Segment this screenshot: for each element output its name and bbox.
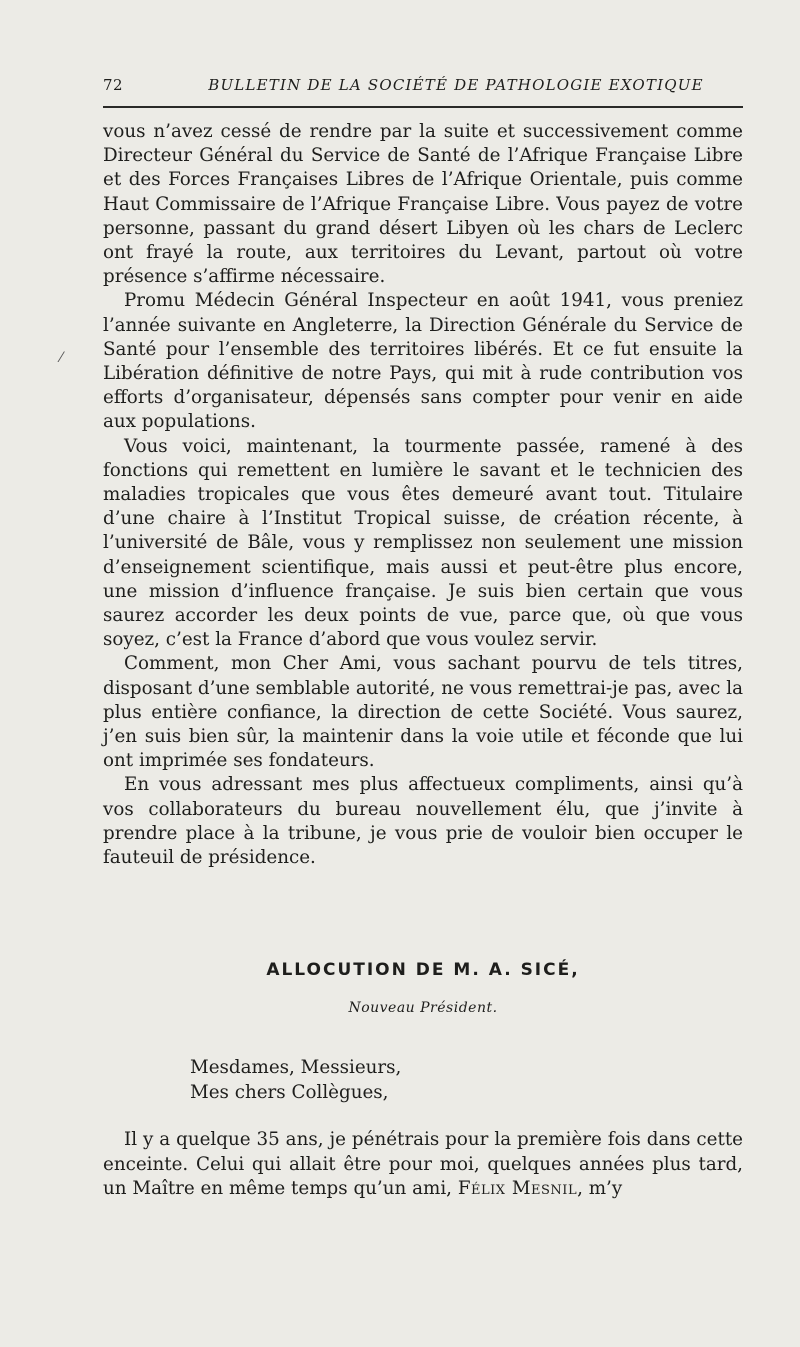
person-name: Félix Mesnil bbox=[457, 1178, 578, 1199]
body-text bbox=[103, 120, 743, 870]
section-subtitle: Nouveau Président. bbox=[348, 1000, 498, 1016]
header-rule bbox=[103, 106, 743, 108]
running-title: BULLETIN DE LA SOCIÉTÉ DE PATHOLOGIE EXOTIQUE bbox=[208, 76, 704, 94]
paragraph: Promu Médecin Général Inspecteur en août 1941, vous preniez l’année suivante en Angleterre, la Direction Générale du Service de Santé pour l’ensemble des territoires libérés. Et ce fut ensuite la Libération définitive de notre Pays, qui mit à rude contribution vos efforts d’organisateur, dépensés sans compter pour venir en aide aux populations. bbox=[103, 290, 743, 433]
page-header bbox=[103, 76, 743, 100]
paragraph: vous n’avez cessé de rendre par la suite et successivement comme Directeur Général du Service de Santé de l’Afrique Française Libre et des Forces Françaises Libres de l’Afrique Orientale, puis comme Haut Commissaire de l’Afrique Française Libre. Vous payez de votre personne, passant du grand désert Libyen où les chars de Leclerc ont frayé la route, aux territoires du Levant, partout où votre présence s’affirme nécessaire. bbox=[103, 121, 743, 288]
salutation-line: Mesdames, Messieurs, bbox=[190, 1057, 402, 1078]
paragraph: Vous voici, maintenant, la tourmente passée, ramené à des fonctions qui remettent en lumière le savant et le technicien des maladies tropicales que vous êtes demeuré avant tout. Titulaire d’une chaire à l’Institut Tropical suisse, de création récente, à l’université de Bâle, vous y remplissez non seulement une mission d’enseignement scientifique, mais aussi et peut-être plus encore, une mission d’influence française. Je suis bien certain que vous saurez accorder les deux points de vue, parce que, où que vous soyez, c’est la France d’abord que vous voulez servir. bbox=[103, 435, 743, 651]
page-number: 72 bbox=[103, 76, 124, 94]
section-title: ALLOCUTION DE M. A. SICÉ, bbox=[266, 960, 580, 980]
margin-pencil-mark: ⁄ bbox=[60, 350, 63, 366]
paragraph: En vous adressant mes plus affectueux compliments, ainsi qu’à vos collaborateurs du bureau nouvellement élu, que j’invite à prendre place à la tribune, je vous prie de vouloir bien occuper le fauteuil de présidence. bbox=[103, 774, 743, 869]
salutation bbox=[190, 1055, 690, 1105]
closing-paragraph bbox=[103, 1128, 743, 1202]
closing-text-start: Il y a quelque 35 ans, je pénétrais pour la première fois dans cette enceinte. Celui qui allait être pour moi, quelques années plus tard, un Maître en même temps qu’un ami, bbox=[103, 1129, 743, 1199]
closing-text-end: , m’y bbox=[577, 1178, 623, 1199]
paragraph: Comment, mon Cher Ami, vous sachant pourvu de tels titres, disposant d’une semblable autorité, ne vous remettrai-je pas, avec la plus entière confiance, la direction de cette Société. Vous saurez, j’en suis bien sûr, la maintenir dans la voie utile et féconde que lui ont imprimée ses fondateurs. bbox=[103, 653, 743, 772]
salutation-line: Mes chers Collègues, bbox=[190, 1082, 389, 1103]
